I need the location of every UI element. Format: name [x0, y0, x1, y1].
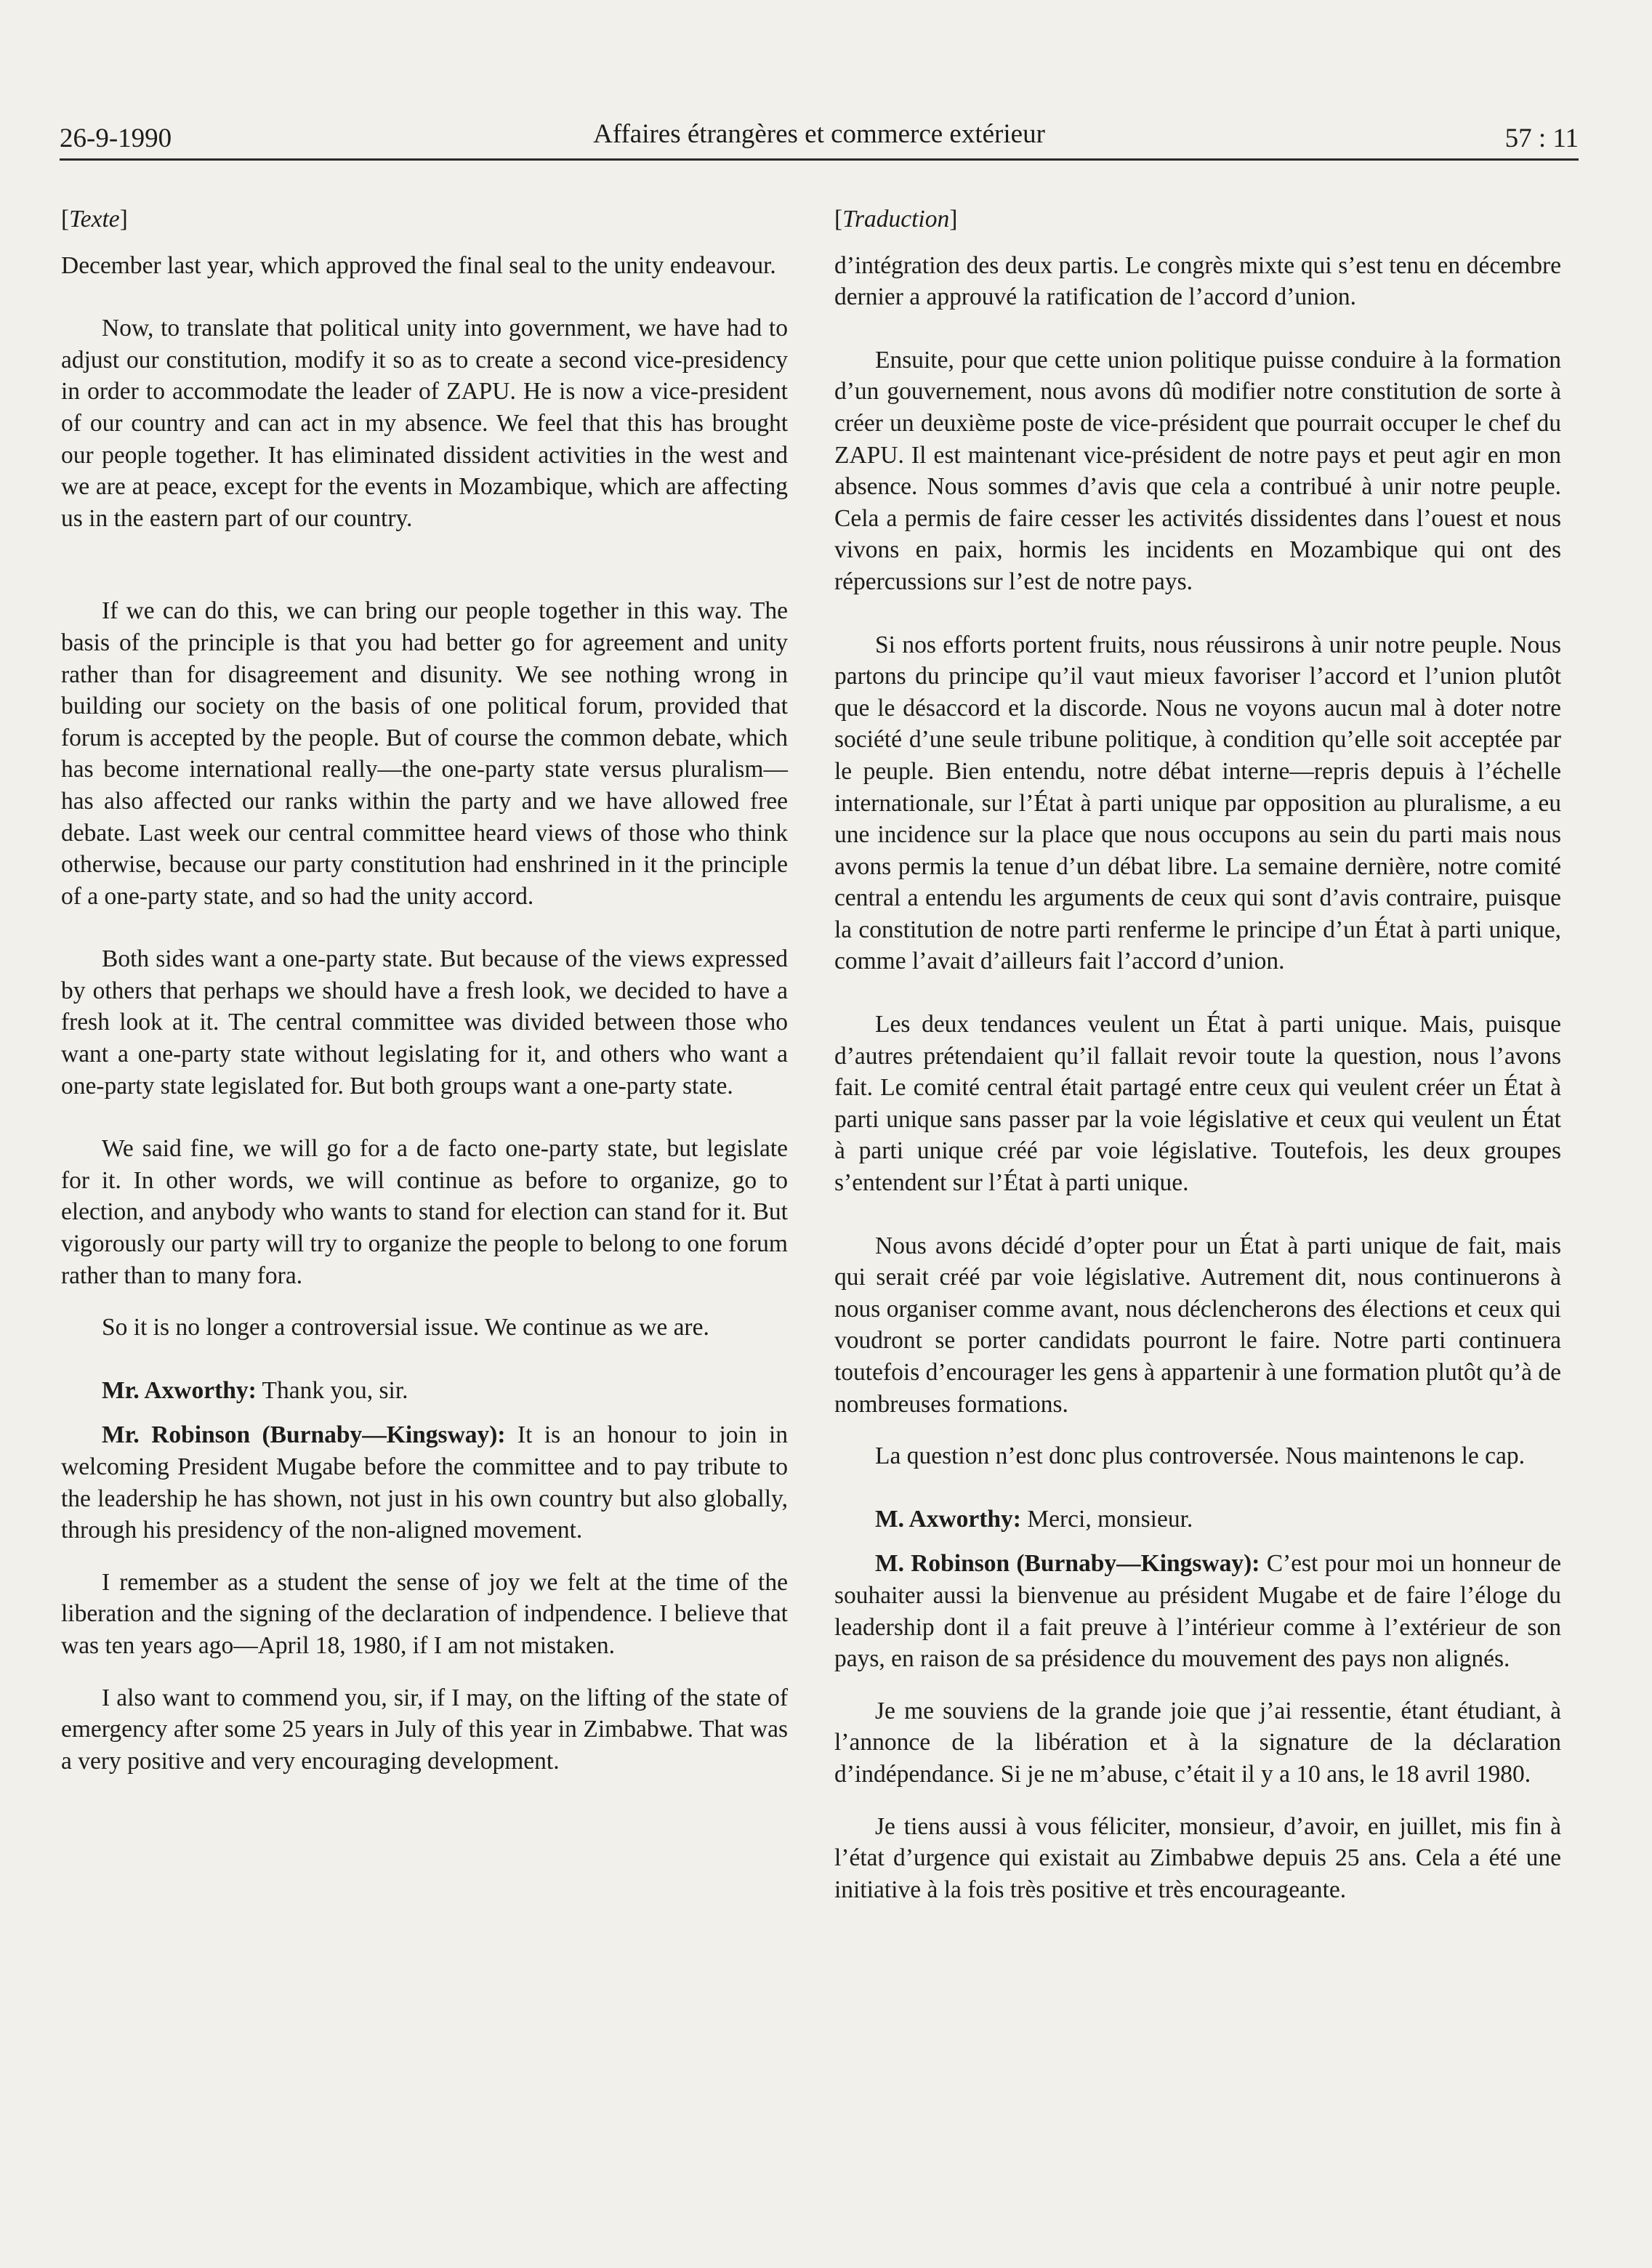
- speaker-text: C’est pour moi un honneur de souhaiter aussi la bienvenue au président Mugabe et de faire l’éloge du leadership dont il a fait preuve à l’intérieur comme à l’extérieur de son pays, en raison de sa présidence du mouvement des pays non alignés.: [834, 1550, 1561, 1673]
- paragraph: I remember as a student the sense of joy we felt at the time of the liberation and the signing of the declaration of indpendence. I believe that was ten years ago—April 18, 1980, if I am not mistaken.: [61, 1568, 788, 1659]
- header-page-number: 57 : 11: [1504, 124, 1579, 153]
- speaker-name: M. Robinson (Burnaby—Kingsway):: [875, 1550, 1260, 1578]
- paragraph: Les deux tendances veulent un État à parti unique. Mais, puisque d’autres prétendaient qu’il fallait revoir toute la question, nous l’avons fait. Le comité central était partagé entre ceux qui veulent créer un État à parti unique sans passer par la voie législative et ceux qui veulent un État à parti unique créé par voie législative. Toutefois, les deux groupes s’entendent sur l’État à parti unique.: [834, 1011, 1561, 1197]
- paragraph: [834, 1504, 1561, 1535]
- french-column: [834, 203, 1561, 1905]
- paragraph: Nous avons décidé d’opter pour un État à parti unique de fait, mais qui serait créé par voie législative. Autrement dit, nous continuerons à nous organiser comme avant, nous déclencherons des élections et ceux qui voudront se porter candidats pourront le faire. Notre parti continuera toutefois d’encourager les gens à appartenir à une formation plutôt qu’à de nombreuses formations.: [834, 1232, 1561, 1418]
- paragraph: So it is no longer a controversial issue. We continue as we are.: [102, 1314, 709, 1341]
- paragraph: Je tiens aussi à vous féliciter, monsieur, d’avoir, en juillet, mis fin à l’état d’urgence qui existait au Zimbabwe depuis 25 ans. Cela a été une initiative à la fois très positive et très encourageante.: [834, 1812, 1561, 1903]
- column-label-english: [Texte]: [61, 206, 128, 233]
- speaker-name: Mr. Axworthy:: [102, 1376, 257, 1404]
- paragraph: We said fine, we will go for a de facto one-party state, but legislate for it. In other words, we will continue as before to organize, go to election, and anybody who wants to stand for election can stand for it. But vigorously our party will try to organize the people to belong to one forum rather than to many fora.: [61, 1135, 788, 1289]
- column-label-french: [Traduction]: [834, 206, 958, 233]
- column-label-text: Traduction: [842, 206, 950, 233]
- paragraph: I also want to commend you, sir, if I may, on the lifting of the state of emergency after some 25 years in July of this year in Zimbabwe. That was a very positive and very encouraging development.: [61, 1684, 788, 1775]
- english-column: [61, 203, 788, 1777]
- speaker-text: Merci, monsieur.: [1020, 1505, 1193, 1533]
- paragraph: La question n’est donc plus controversée. Nous maintenons le cap.: [875, 1442, 1526, 1470]
- paragraph: Si nos efforts portent fruits, nous réussirons à unir notre peuple. Nous partons du principe qu’il vaut mieux favoriser l’accord et l’union plutôt que le désaccord et la discorde. Nous ne voyons aucun mal à doter notre société d’une seule tribune politique, à condition qu’elle soit acceptée par le peuple. Bien entendu, notre débat interne—repris depuis à l’échelle internationale, sur l’État à parti unique par opposition au pluralisme, a eu une incidence sur la place que nous occupons au sein du parti mais nous avons permis la tenue d’un débat libre. La semaine dernière, notre comité central a entendu les arguments de ceux qui sont d’avis contraire, puisque la constitution de notre parti renferme le principe d’un État à parti unique, comme l’avait d’ailleurs fait l’accord d’union.: [834, 631, 1561, 975]
- paragraph: December last year, which approved the final seal to the unity endeavour.: [61, 251, 776, 279]
- speaker-text: Thank you, sir.: [256, 1376, 408, 1404]
- paragraph: Now, to translate that political unity into government, we have had to adjust our constitution, modify it so as to create a second vice-presidency in order to accommodate the leader of ZAPU. He is now a vice-president of our country and can act in my absence. We feel that this has brought our people together. It has eliminated dissident activities in the west and we are at peace, except for the events in Mozambique, which are affecting us in the eastern part of our country.: [61, 315, 788, 532]
- paragraph: [834, 1548, 1561, 1674]
- speaker-text: It is an honour to join in welcoming President Mugabe before the committee and to pay tribute to the leadership he has shown, not just in his own country but also globally, through his presidency of the non-aligned movement.: [61, 1421, 788, 1544]
- speaker-name: Mr. Robinson (Burnaby—Kingsway):: [102, 1421, 506, 1449]
- paragraph: [61, 1419, 788, 1546]
- header-title: Affaires étrangères et commerce extérieur: [593, 119, 1045, 149]
- header-date: 26-9-1990: [60, 124, 172, 153]
- paragraph: d’intégration des deux partis. Le congrès mixte qui s’est tenu en décembre dernier a approuvé la ratification de l’accord d’union.: [834, 251, 1561, 311]
- speaker-name: M. Axworthy:: [875, 1505, 1021, 1533]
- column-label-text: Texte: [69, 206, 120, 233]
- paragraph: If we can do this, we can bring our people together in this way. The basis of the principle is that you had better go for agreement and unity rather than for disagreement and disunity. We see nothing wrong in building our society on the basis of one political forum, provided that forum is accepted by the people. But of course the common debate, which has become international really—the one-party state versus pluralism—has also affected our ranks within the party and we have allowed free debate. Last week our central committee heard views of those who think otherwise, because our party constitution had enshrined in it the principle of a one-party state, and so had the unity accord.: [61, 597, 788, 910]
- paragraph: Both sides want a one-party state. But because of the views expressed by others that perhaps we should have a fresh look, we decided to have a fresh look at it. The central committee was divided between those who want a one-party state without legislating for it, and others who want a one-party state legislated for. But both groups want a one-party state.: [61, 945, 788, 1099]
- page-header: [60, 115, 1579, 161]
- paragraph: Je me souviens de la grande joie que j’ai ressentie, étant étudiant, à l’annonce de la libération et à la signature de la déclaration d’indépendance. Si je ne m’abuse, c’était il y a 10 ans, le 18 avril 1980.: [834, 1697, 1561, 1788]
- paragraph: [61, 1375, 788, 1407]
- paragraph: Ensuite, pour que cette union politique puisse conduire à la formation d’un gouvernement, nous avons dû modifier notre constitution de sorte à créer un deuxième poste de vice-président que pourrait occuper le chef du ZAPU. Il est maintenant vice-président de notre pays et peut agir en mon absence. Nous sommes d’avis que cela a contribué à unir notre peuple. Cela a permis de faire cesser les activités dissidentes dans l’ouest et nous vivons en paix, hormis les incidents en Mozambique qui ont des répercussions sur l’est de notre pays.: [834, 346, 1561, 595]
